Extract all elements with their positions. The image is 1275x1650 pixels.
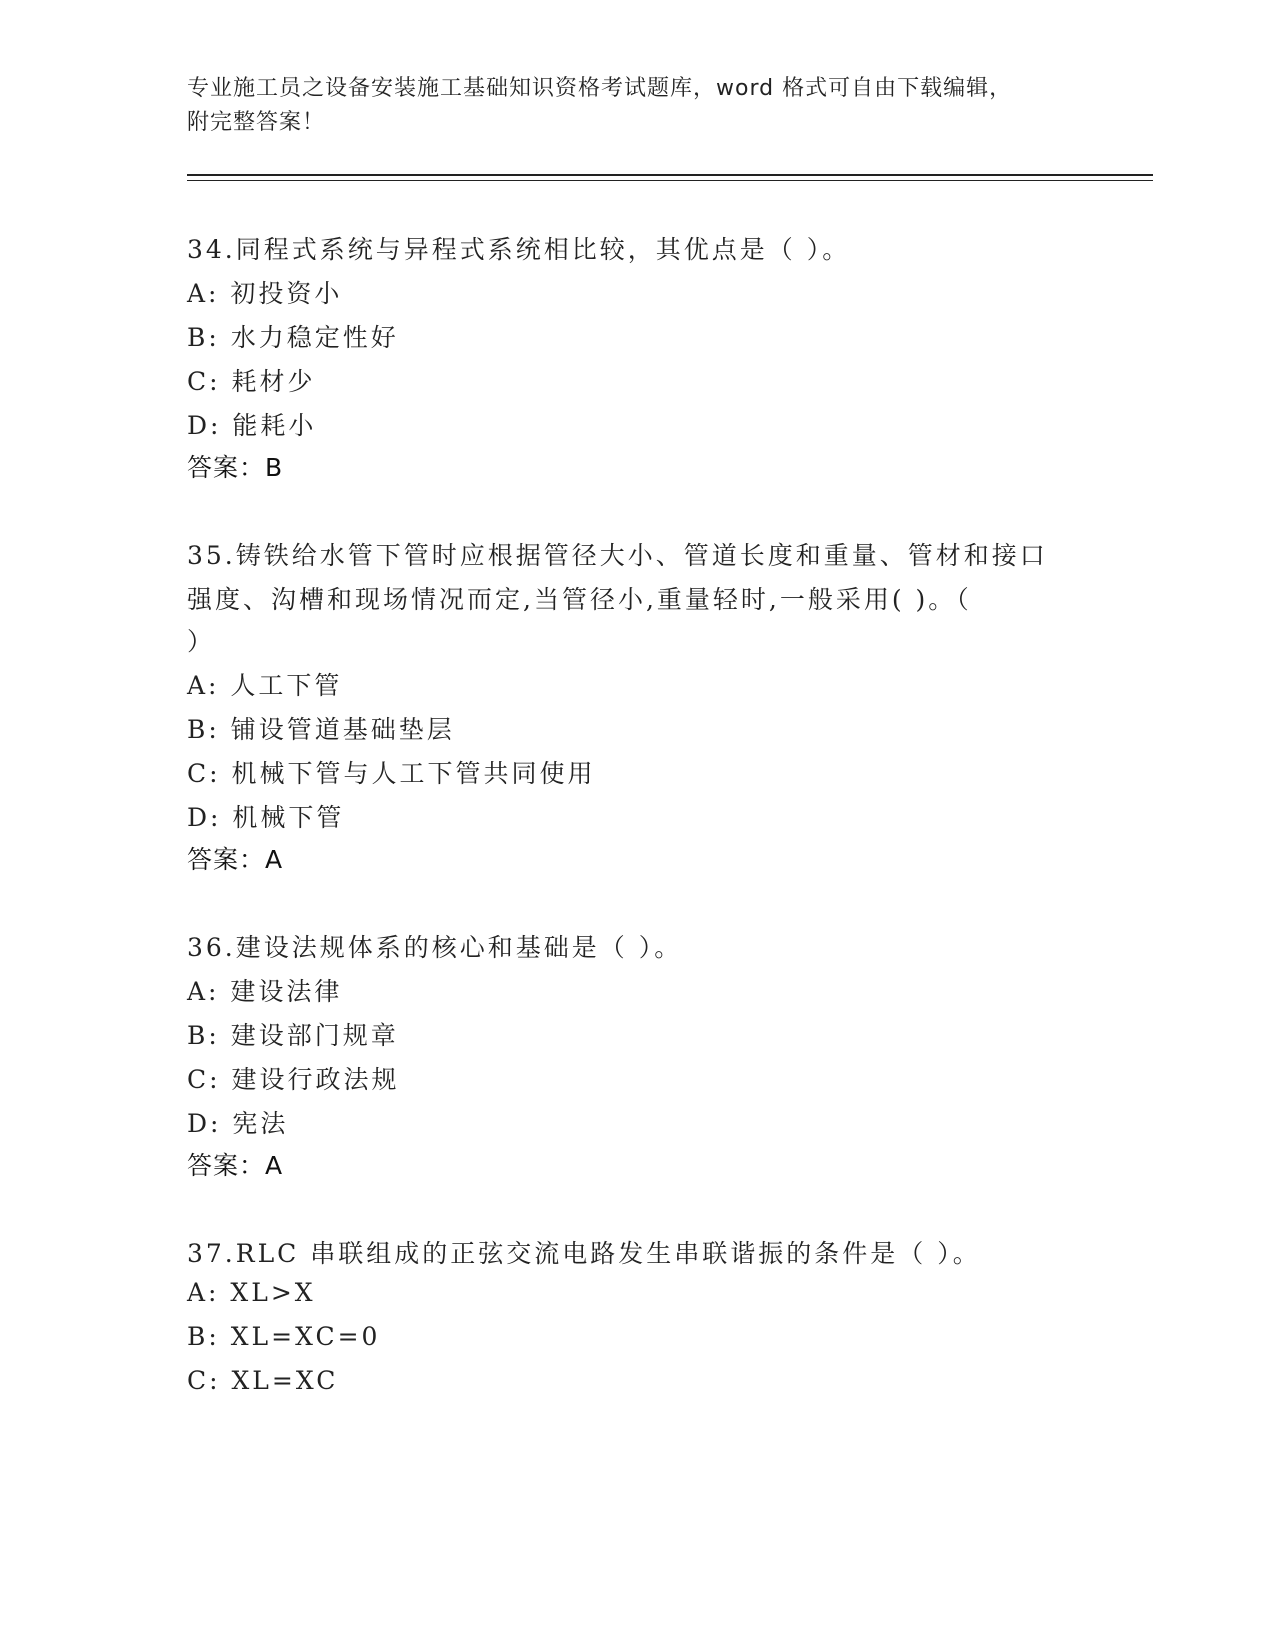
question-34-option-a: A: 初投资小 xyxy=(187,279,343,308)
question-36-answer: 答案：A xyxy=(187,1151,284,1180)
header-divider-thin xyxy=(187,180,1153,181)
question-34-option-d: D: 能耗小 xyxy=(187,411,317,440)
question-34-option-c: C: 耗材少 xyxy=(187,367,316,396)
question-35-option-a: A: 人工下管 xyxy=(187,671,343,700)
header-divider-thick xyxy=(187,174,1153,176)
question-37-option-c: C: XL=XC xyxy=(187,1366,339,1395)
question-36-option-b: B: 建设部门规章 xyxy=(187,1021,399,1050)
question-36-stem: 36.建设法规体系的核心和基础是（ ）。 xyxy=(187,933,683,962)
question-34-stem: 34.同程式系统与异程式系统相比较，其优点是（ ）。 xyxy=(187,235,851,264)
header-line-1: 专业施工员之设备安装施工基础知识资格考试题库，word 格式可自由下载编辑， xyxy=(187,76,1013,101)
question-34-option-b: B: 水力稳定性好 xyxy=(187,323,399,352)
question-35-option-b: B: 铺设管道基础垫层 xyxy=(187,715,455,744)
question-36-option-d: D: 宪法 xyxy=(187,1109,289,1138)
question-35-stem-line-3: ） xyxy=(187,627,216,656)
question-35-stem-line-1: 35.铸铁给水管下管时应根据管径大小、管道长度和重量、管材和接口 xyxy=(187,541,1048,570)
question-37-option-a: A: XL>X xyxy=(187,1278,316,1307)
question-36-option-c: C: 建设行政法规 xyxy=(187,1065,400,1094)
question-35-stem-line-2: 强度、沟槽和现场情况而定,当管径小,重量轻时,一般采用( )。（ xyxy=(187,585,972,614)
question-35-option-d: D: 机械下管 xyxy=(187,803,345,832)
question-35-option-c: C: 机械下管与人工下管共同使用 xyxy=(187,759,596,788)
question-36-option-a: A: 建设法律 xyxy=(187,977,343,1006)
question-37-stem: 37.RLC 串联组成的正弦交流电路发生串联谐振的条件是（ ）。 xyxy=(187,1239,981,1268)
question-37-option-b: B: XL=XC=0 xyxy=(187,1322,381,1351)
question-35-answer: 答案：A xyxy=(187,845,284,874)
question-34-answer: 答案：B xyxy=(187,453,284,482)
document-header xyxy=(187,72,1067,140)
header-line-2: 附完整答案！ xyxy=(187,110,326,135)
